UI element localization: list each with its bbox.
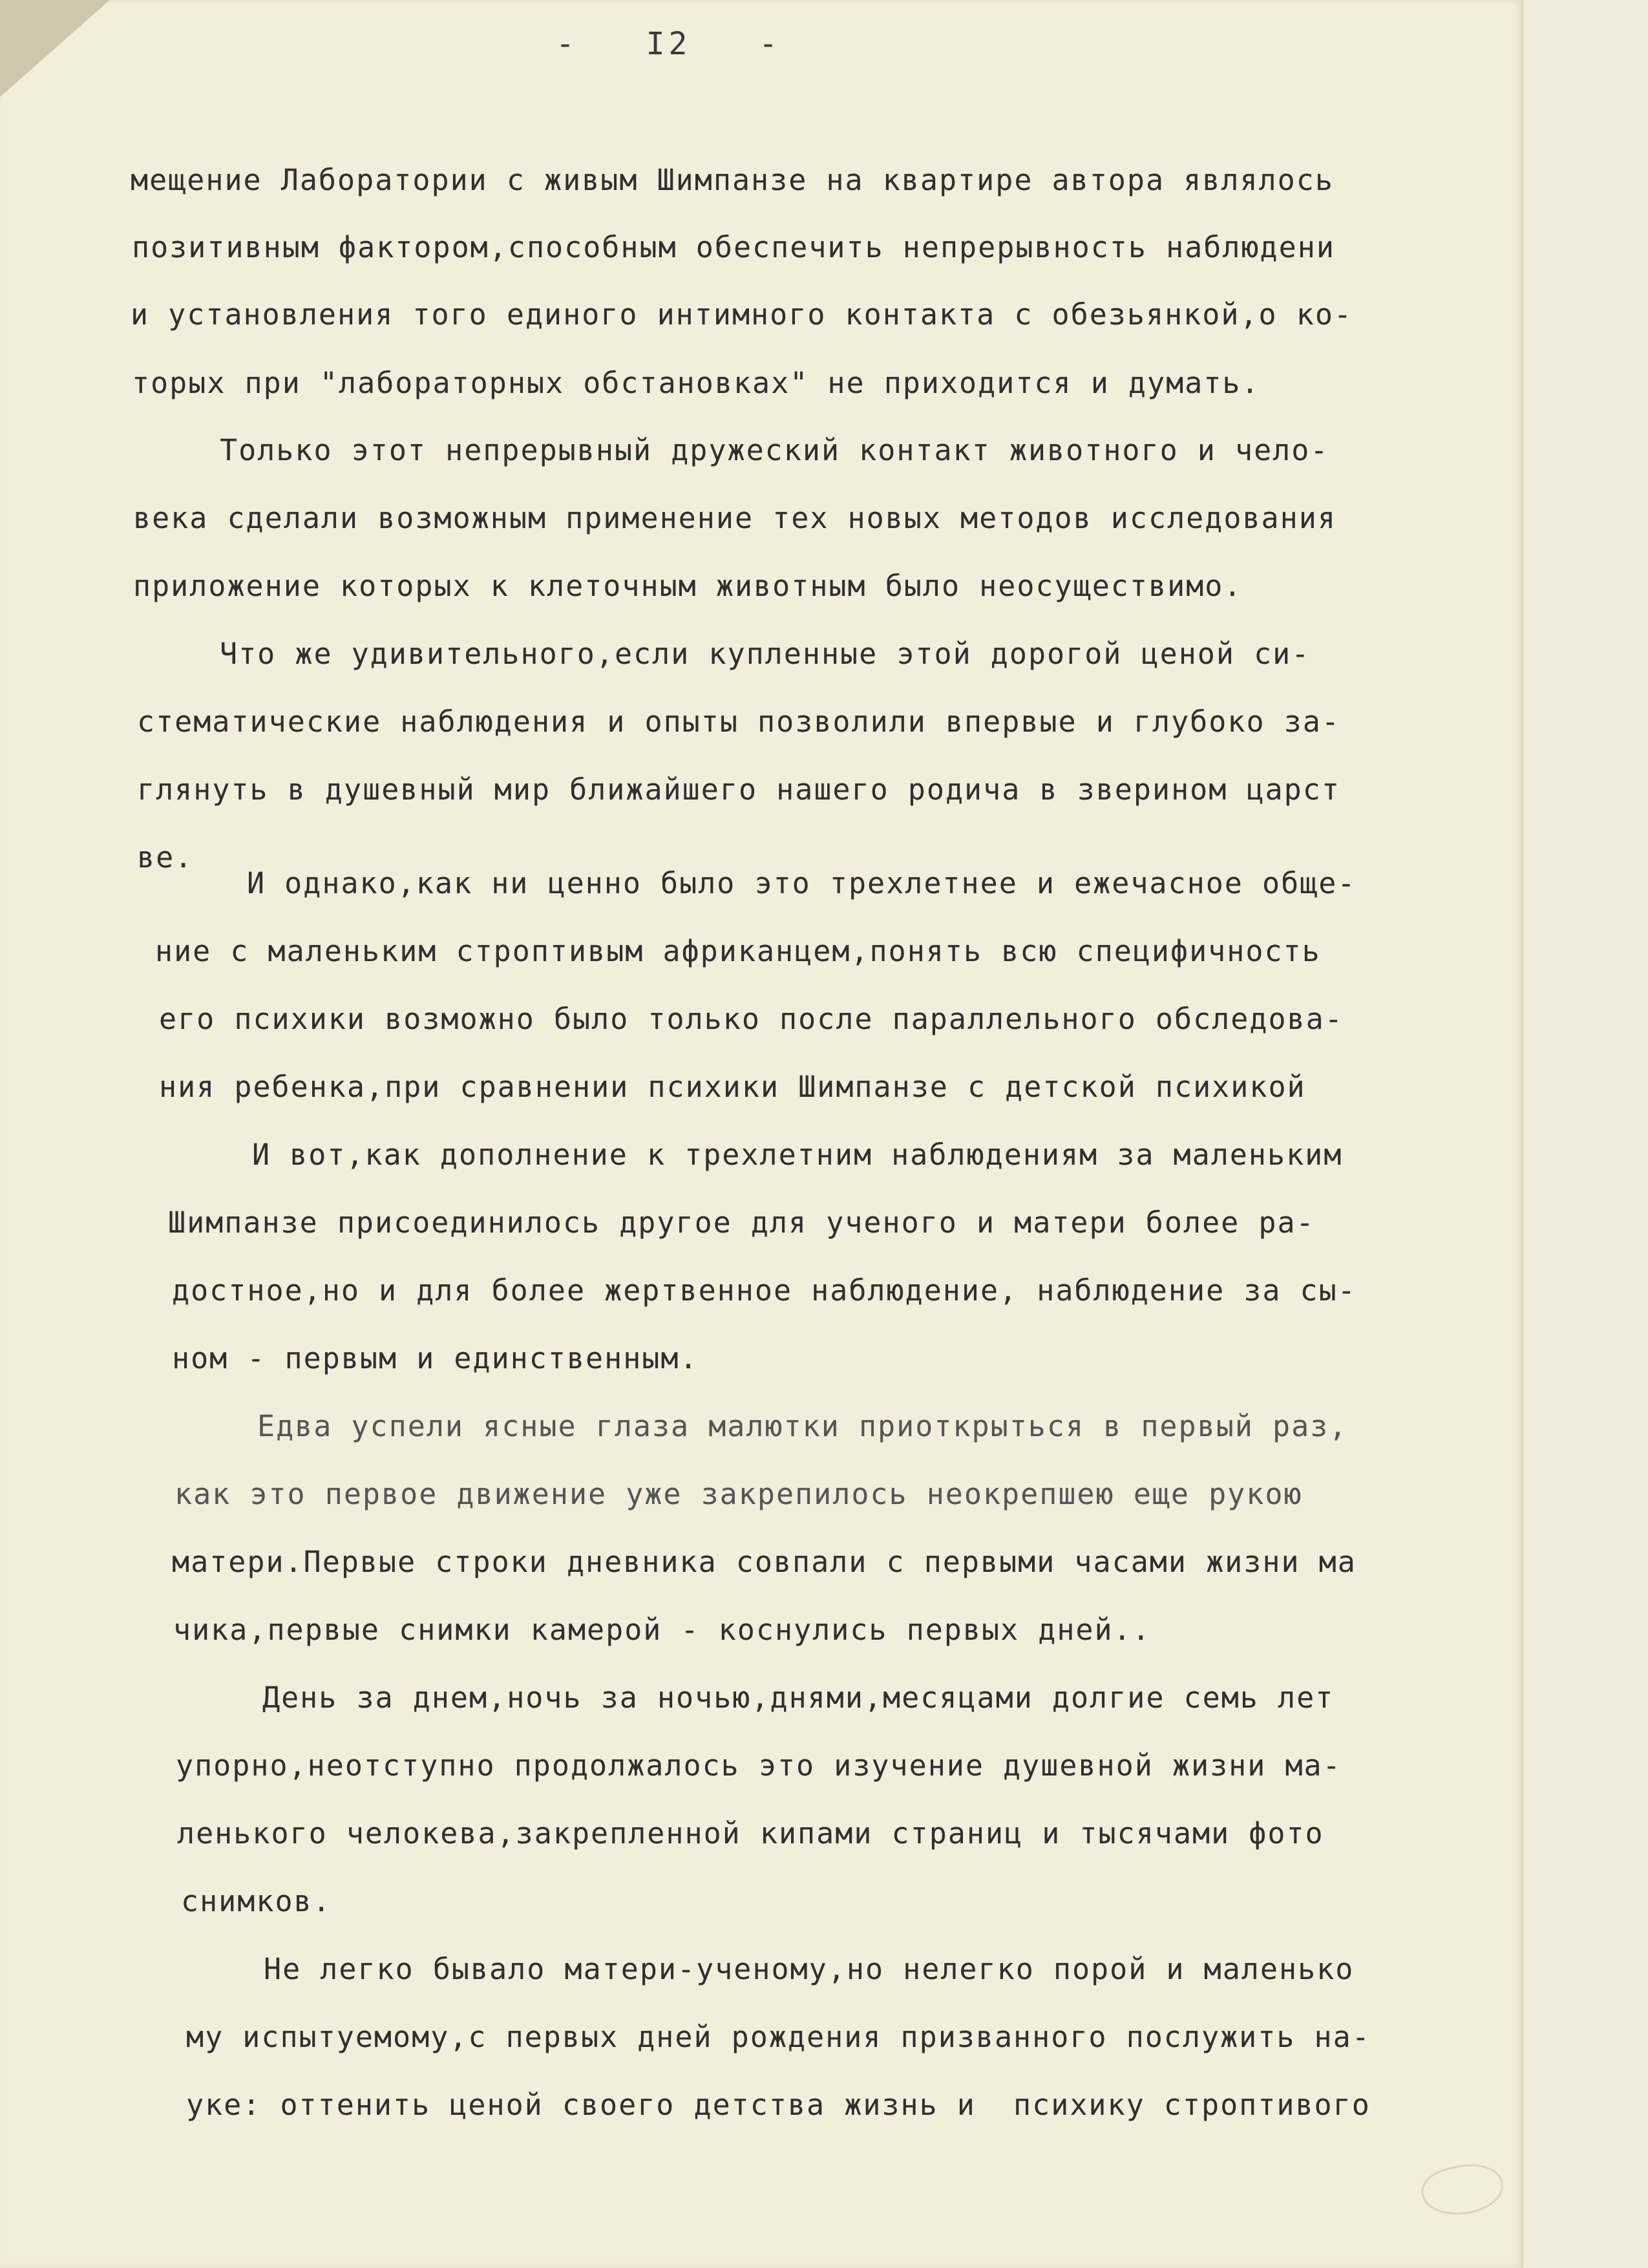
text-line: века сделали возможным применение тех новых методов исследования [133,501,1336,535]
text-line: матери.Первые строки дневника совпали с первыми часами жизни ма [172,1545,1357,1579]
text-line: Что же удивительного,если купленные этой дорогой ценой си- [220,637,1311,671]
text-line: как это первое движение уже закрепилось неокрепшею еще рукою [174,1477,1303,1511]
text-line: Только этот непрерывный дружеский контакт животного и чело- [220,433,1329,467]
text-line: стематические наблюдения и опыты позволили впервые и глубоко за- [137,705,1340,739]
text-line: День за днем,ночь за ночью,днями,месяцами долгие семь лет [262,1680,1335,1715]
text-line: его психики возможно было только после параллельного обследова- [159,1002,1344,1036]
page-edge [1522,0,1648,2268]
text-line: ние с маленьким строптивым африканцем,понять всю специфичность [155,934,1321,968]
text-line: Шимпанзе присоединилось другое для ученого и матери более ра- [168,1205,1315,1240]
text-line: му испытуемому,с первых дней рождения призванного послужить на- [186,2020,1371,2054]
text-line: приложение которых к клеточным животным было неосуществимо. [133,569,1243,603]
text-line: достное,но и для более жертвенное наблюдение, наблюдение за сы- [172,1273,1357,1308]
text-line: уке: оттенить ценой своего детства жизнь и психику строптивого [186,2088,1371,2122]
text-line: мещение Лаборатории с живым Шимпанзе на квартире автора являлось [131,163,1334,197]
page-number: - I2 - [556,26,781,62]
folded-corner [0,0,110,97]
text-line: глянуть в душевный мир ближайшего нашего родича в зверином царст [137,772,1340,807]
text-line: Едва успели ясные глаза малютки приоткрыться в первый раз, [257,1409,1348,1443]
text-line: торых при "лабораторных обстановках" не приходится и думать. [132,366,1260,400]
text-line: упорно,неотступно продолжалось это изучение душевной жизни ма- [176,1748,1342,1783]
text-line: чика,первые снимки камерой - коснулись первых дней.. [173,1613,1151,1647]
text-line: ве. [137,840,194,874]
text-line: ния ребенка,при сравнении психики Шимпанзе с детской психикой [159,1070,1306,1104]
text-line: позитивным фактором,способным обеспечить непрерывность наблюдени [132,230,1335,264]
text-line: И вот,как дополнение к трехлетним наблюдениям за маленьким [252,1138,1343,1172]
text-line: снимков. [181,1884,332,1918]
text-line: И однако,как ни ценно было это трехлетнее и ежечасное обще- [247,866,1357,900]
text-line: и установления того единого интимного контакта с обезьянкой,о ко- [131,297,1353,332]
text-line: ленького челокева,закрепленной кипами страниц и тысячами фото [177,1816,1324,1850]
text-line: ном - первым и единственным. [172,1341,699,1375]
text-line: Не легко бывало матери-ученому,но нелегко порой и маленько [264,1952,1355,1986]
